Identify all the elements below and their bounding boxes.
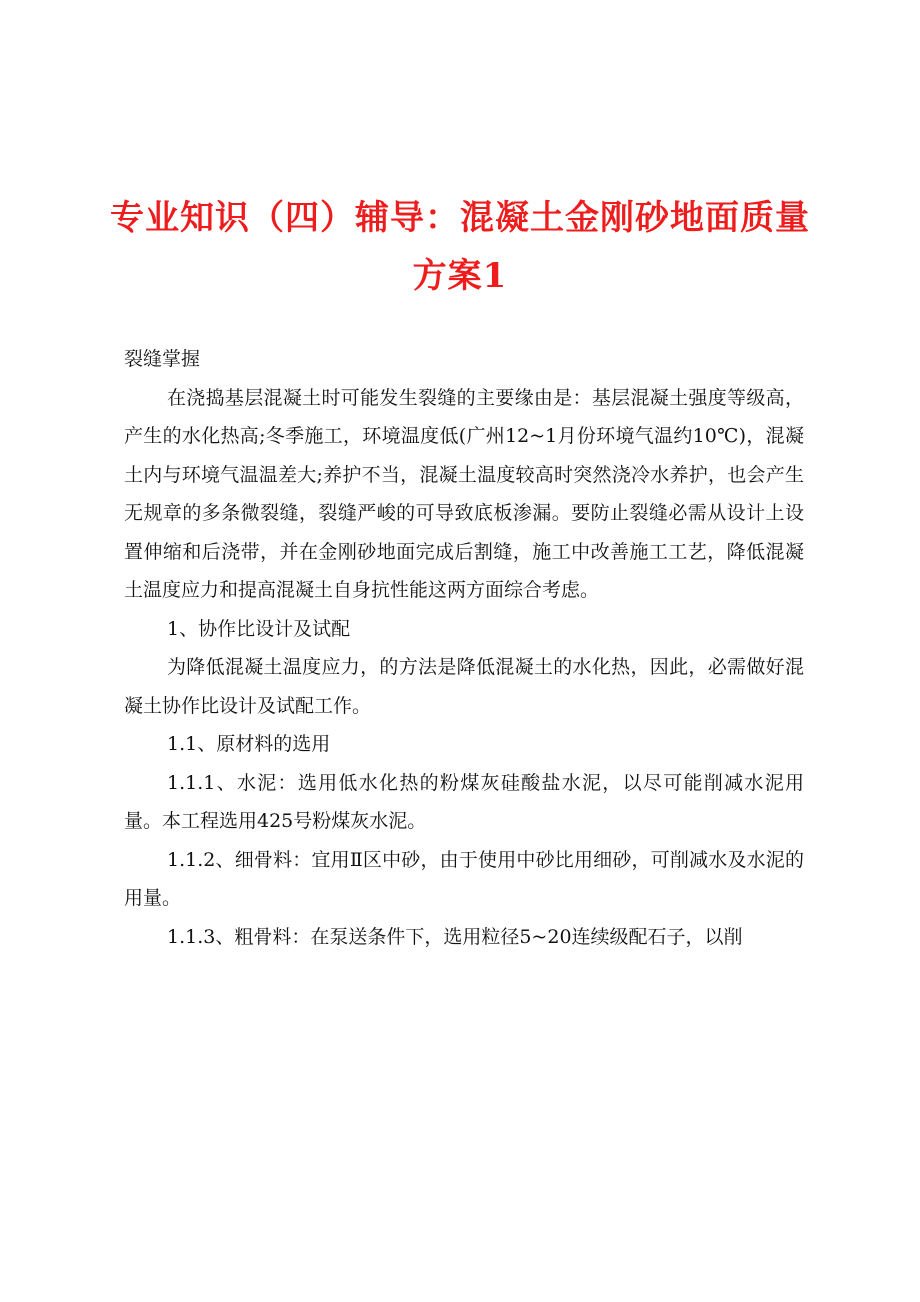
paragraph-coarse-aggregate: 1.1.3、粗骨料：在泵送条件下，选用粒径5~20连续级配石子，以削: [167, 925, 743, 948]
document-title-line-1: 专业知识（四）辅导：混凝土金刚砂地面质量: [110, 198, 810, 238]
paragraph-cement: 1.1.1、水泥：选用低水化热的粉煤灰硅酸盐水泥，以尽可能削减水泥用量。本工程选用425号粉煤灰水泥。: [124, 771, 804, 832]
paragraph-crack-causes: 在浇捣基层混凝土时可能发生裂缝的主要缘由是：基层混凝土强度等级高，产生的水化热高;冬季施工，环境温度低(广州12~1月份环境气温约10℃)，混凝土内与环境气温温差大;养护不当，混凝土温度较高时突然浇冷水养护，也会产生无规章的多条微裂缝，裂缝严峻的可导致底板渗漏。要防止裂缝必需从设计上设置伸缩和后浇带，并在金刚砂地面完成后割缝，施工中改善施工工艺，降低混凝土温度应力和提高混凝土自身抗性能这两方面综合考虑。: [124, 386, 804, 601]
section-heading-raw-materials: 1.1、原材料的选用: [167, 733, 331, 755]
section-heading-crack-control: 裂缝掌握: [124, 348, 201, 370]
section-heading-mix-design: 1、协作比设计及试配: [167, 617, 351, 640]
document-title-line-2: 方案1: [412, 256, 508, 296]
paragraph-fine-aggregate: 1.1.2、细骨料：宜用Ⅱ区中砂，由于使用中砂比用细砂，可削减水及水泥的用量。: [124, 848, 804, 909]
document-body: [124, 340, 804, 956]
paragraph-mix-design: 为降低混凝土温度应力，的方法是降低混凝土的水化热，因此，必需做好混凝土协作比设计及试配工作。: [124, 656, 804, 717]
